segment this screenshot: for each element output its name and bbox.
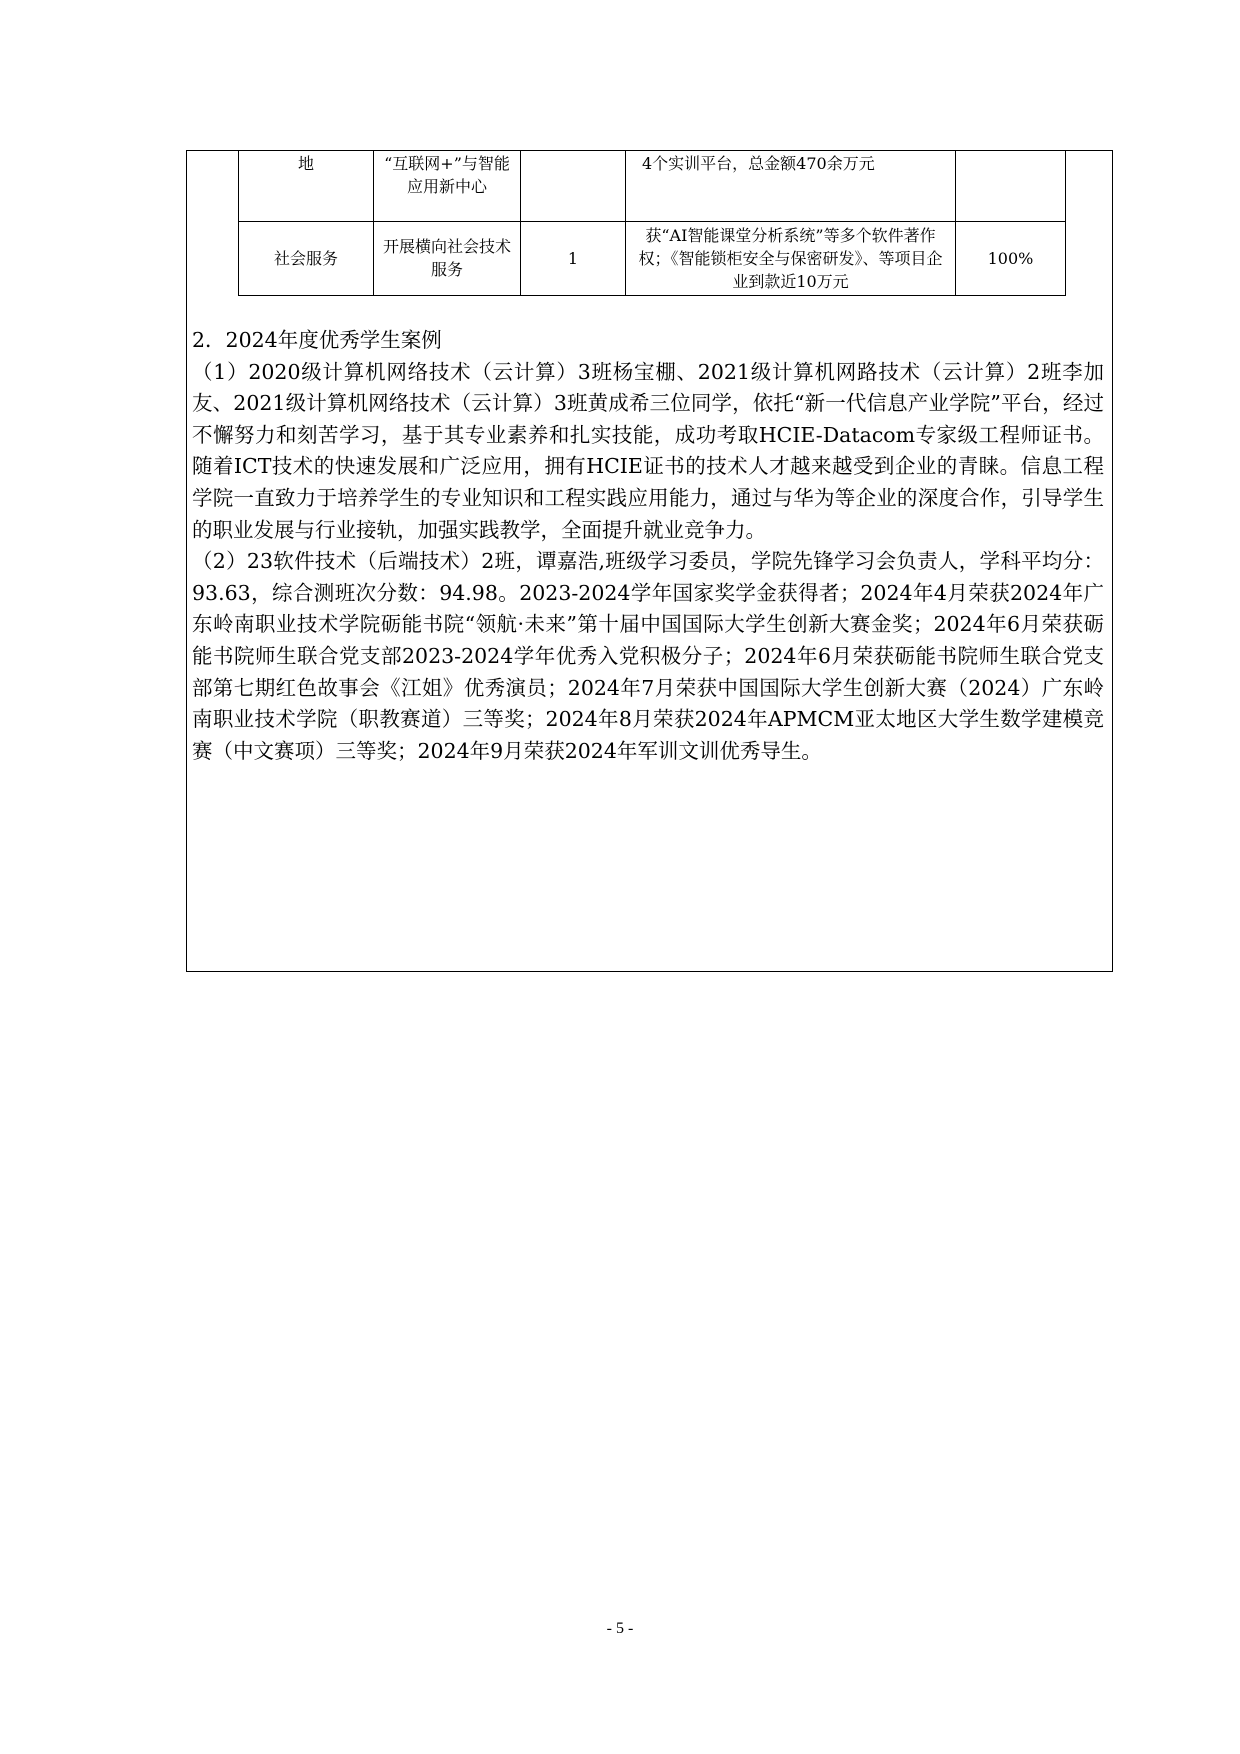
case-paragraph-2: （2）23软件技术（后端技术）2班，谭嘉浩,班级学习委员，学院先锋学习会负责人，学科平均分：93.63，综合测班次分数：94.98。2023-2024学年国家奖学金获得者；2024年4月荣获2024年广东岭南职业技术学院砺能书院“领航·未来”第十届中国国际大学生创新大赛金奖；2024年6月荣获砺能书院师生联合党支部2023-2024学年优秀入党积极分子；2024年6月荣获砺能书院师生联合党支部第七期红色故事会《江姐》优秀演员；2024年7月荣获中国国际大学生创新大赛（2024）广东岭南职业技术学院（职教赛道）三等奖；2024年8月荣获2024年APMCM亚太地区大学生数学建模竞赛（中文赛项）三等奖；2024年9月荣获2024年军训文训优秀导生。 xyxy=(192,549,1104,763)
table-cell: 开展横向社会技术服务 xyxy=(374,221,521,295)
table-cell xyxy=(521,150,626,221)
achievement-table xyxy=(238,150,1066,296)
table-cell: 4个实训平台，总金额470余万元 xyxy=(626,150,956,221)
table-cell: 社会服务 xyxy=(239,221,374,295)
page-number: - 5 - xyxy=(606,1620,634,1637)
table-cell: 获“AI智能课堂分析系统”等多个软件著作权；《智能锁柜安全与保密研发》、等项目企业到款近10万元 xyxy=(626,221,956,295)
table-cell: “互联网+”与智能应用新中心 xyxy=(374,150,521,221)
table-cell: 100% xyxy=(956,221,1066,295)
section-heading: 2．2024年度优秀学生案例 xyxy=(192,328,442,352)
case-section xyxy=(192,325,1104,767)
table-cell: 1 xyxy=(521,221,626,295)
case-paragraph-1: （1）2020级计算机网络技术（云计算）3班杨宝棚、2021级计算机网路技术（云计算）2班李加友、2021级计算机网络技术（云计算）3班黄成希三位同学，依托“新一代信息产业学院”平台，经过不懈努力和刻苦学习，基于其专业素养和扎实技能，成功考取HCIE-Datacom专家级工程师证书。随着ICT技术的快速发展和广泛应用，拥有HCIE证书的技术人才越来越受到企业的青睐。信息工程学院一直致力于培养学生的专业知识和工程实践应用能力，通过与华为等企业的深度合作，引导学生的职业发展与行业接轨，加强实践教学，全面提升就业竞争力。 xyxy=(192,359,1104,542)
table-cell: 地 xyxy=(239,150,374,221)
table-cell xyxy=(956,150,1066,221)
table-row xyxy=(239,150,1066,221)
table-row xyxy=(239,221,1066,295)
